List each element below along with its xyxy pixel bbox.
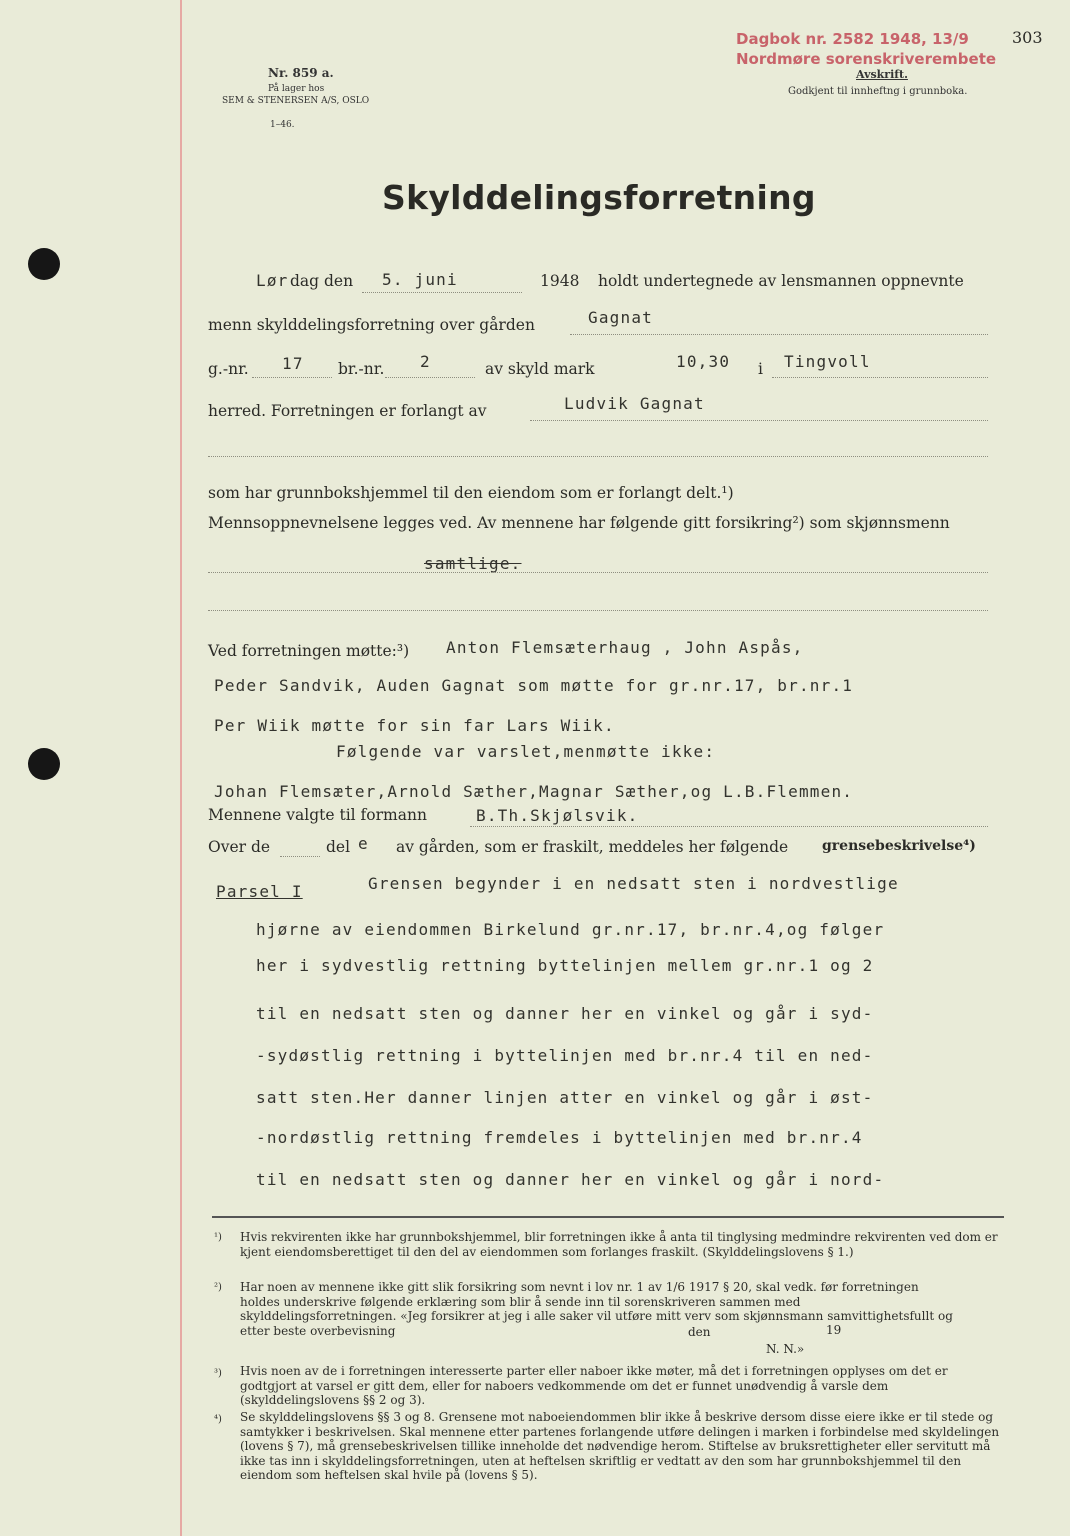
bnr-label: br.-nr. <box>338 360 385 378</box>
i-label: i <box>758 360 763 378</box>
meeting-year: 1948 <box>540 272 580 290</box>
parcel-line-5: -sydøstlig rettning i byttelinjen med br.nr.4 til en ned- <box>256 1046 874 1065</box>
held-text: holdt undertegnede av lensmannen oppnevnte <box>598 272 964 290</box>
parcel-line-1: Grensen begynder i en nedsatt sten i nordvestlige <box>368 874 899 893</box>
notified-names: Johan Flemsæter,Arnold Sæther,Magnar Sæther,og L.B.Flemmen. <box>214 782 854 801</box>
requested-by: Ludvik Gagnat <box>564 394 705 413</box>
footnote-separator <box>212 1216 1004 1218</box>
footnote-3-mark: ³) <box>214 1368 222 1379</box>
footnote-3: Hvis noen av de i forretningen interesserte parter eller naboer ikke møter, må det i forretningen opplyses om det er godtgjort at varsel er gitt dem, eller for naboers vedkommende om det er funnet unødvendig å varsle dem (skylddelingslovens §§ 2 og 3). <box>240 1364 948 1407</box>
herred-text: herred. Forretningen er forlangt av <box>208 402 487 420</box>
forsikring-value: samtlige. <box>424 554 522 573</box>
grensebeskrivelse-label: grensebeskrivelse⁴) <box>822 838 976 854</box>
over-de-rest: av gården, som er fraskilt, meddeles her følgende <box>396 838 789 856</box>
red-margin-line <box>180 0 182 1536</box>
bnr-value: 2 <box>420 352 431 371</box>
notified-heading: Følgende var varslet,menmøtte ikke: <box>336 742 716 761</box>
parcel-line-3: her i sydvestlig rettning byttelinjen mellem gr.nr.1 og 2 <box>256 956 874 975</box>
parcel-line-4: til en nedsatt sten og danner her en vinkel og går i syd- <box>256 1004 874 1023</box>
line2-text: menn skylddelingsforretning over gården <box>208 316 535 334</box>
punch-hole-top <box>28 248 60 280</box>
footnote-2-den: den <box>688 1325 711 1339</box>
skyld-label: av skyld mark <box>485 360 595 378</box>
approved-text: Godkjent til innheftng i grunnboka. <box>788 86 968 97</box>
mennsoppnevnelse-text: Mennsoppnevnelsene legges ved. Av mennene har følgende gitt forsikring²) som skjønnsmenn <box>208 514 950 532</box>
attendee-line-2: Peder Sandvik, Auden Gagnat som møtte for gr.nr.17, br.nr.1 <box>214 676 854 695</box>
publisher-line2: SEM & STENERSEN A/S, OSLO <box>222 96 370 106</box>
punch-hole-bottom <box>28 748 60 780</box>
parcel-line-6: satt sten.Her danner linjen atter en vinkel og går i øst- <box>256 1088 874 1107</box>
gnr-value: 17 <box>282 354 304 373</box>
over-de-text: Over de <box>208 838 271 856</box>
footnote-4: Se skylddelingslovens §§ 3 og 8. Grensene mot naboeiendommen blir ikke å beskrive dersom disse eiere ikke er til stede og samtykker i beskrivelsen. Skal mennene etter partenes forlangende utføre delingen i marken i forbindelse med skyldelingen (lovens § 7), må grensebeskrivelsen tillike inneholde det nødvendige herom. Stiftelse av bruksrettigheter eller servitutt må ikke tas inn i skylddelingsforretningen, uten at heftelsen skriftlig er vedtatt av den som har grunnbokshjemmel til den eiendom som heftelsen skal hvile på (lovens § 5). <box>240 1410 1000 1482</box>
formann-value: B.Th.Skjølsvik. <box>476 806 639 825</box>
motte-label: Ved forretningen møtte:³) <box>208 642 410 660</box>
form-number: Nr. 859 a. <box>268 66 334 80</box>
hjemmel-text: som har grunnbokshjemmel til den eiendom som er forlangt delt.¹) <box>208 484 734 502</box>
footnote-2-nn: N. N.» <box>766 1342 805 1356</box>
attendee-line-3: Per Wiik møtte for sin far Lars Wiik. <box>214 716 615 735</box>
publisher-line1: På lager hos <box>268 84 325 94</box>
page-title: Skylddelingsforretning <box>382 178 816 217</box>
page-number: 303 <box>1012 28 1043 47</box>
dag-den-label: dag den <box>290 272 354 290</box>
weekday-prefix: Lør <box>256 271 289 290</box>
registry-stamp-line2: Nordmøre sorenskriverembete <box>736 50 997 68</box>
meeting-date: 5. juni <box>382 270 458 289</box>
attendee-line-1: Anton Flemsæterhaug , John Aspås, <box>446 638 804 657</box>
footnote-2-nineteen: 19 <box>826 1323 842 1337</box>
parcel-line-2: hjørne av eiendommen Birkelund gr.nr.17, br.nr.4,og følger <box>256 920 885 939</box>
parcel-line-7: -nordøstlig rettning fremdeles i byttelinjen med br.nr.4 <box>256 1128 863 1147</box>
skyld-value: 10,30 <box>676 352 731 371</box>
registry-stamp-line1: Dagbok nr. 2582 1948, 13/9 <box>736 30 969 48</box>
footnote-2-mark: ²) <box>214 1282 222 1293</box>
gnr-label: g.-nr. <box>208 360 249 378</box>
avskrift-label: Avskrift. <box>856 68 908 81</box>
footnote-1-mark: ¹) <box>214 1232 222 1243</box>
farm-name: Gagnat <box>588 308 653 327</box>
parcel-label: Parsel I <box>216 882 303 901</box>
footnote-4-mark: ⁴) <box>214 1414 222 1425</box>
over-de-suffix: e <box>358 834 369 853</box>
parcel-line-8: til en nedsatt sten og danner her en vinkel og går i nord- <box>256 1170 885 1189</box>
footnote-1: Hvis rekvirenten ikke har grunnbokshjemmel, blir forretningen ikke å anta til tinglysing medmindre rekvirenten ved dom er kjent eiendomsberettiget til den del av eiendommen som forlanges fraskilt. (Skylddelingslovens § 1.) <box>240 1230 998 1259</box>
over-de-del: del <box>326 838 351 856</box>
footnote-2: Har noen av mennene ikke gitt slik forsikring som nevnt i lov nr. 1 av 1/6 1917 § 20, skal vedk. før forretningen holdes underskrive følgende erklæring som blir å sende inn til sorenskriveren sammen med skylddelingsforretningen. «Jeg forsikrer at jeg i alle saker vil utføre mitt verv som skjønnsmann samvittighetsfullt og etter beste overbevisning <box>240 1280 953 1338</box>
formann-label: Mennene valgte til formann <box>208 806 427 824</box>
form-date: 1–46. <box>270 120 295 130</box>
municipality: Tingvoll <box>784 352 871 371</box>
